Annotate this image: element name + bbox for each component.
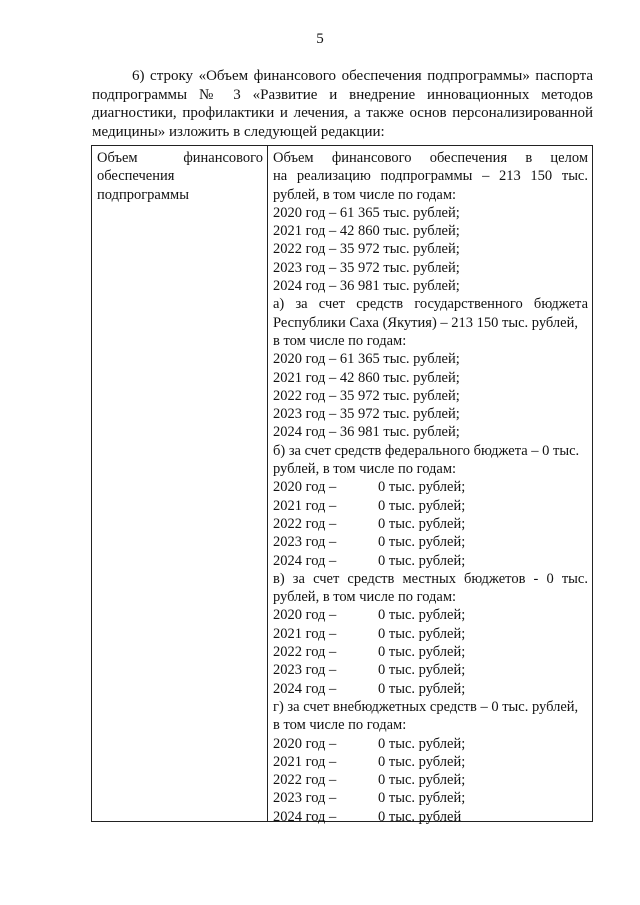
section-a-year-line: 2020 год – 61 365 тыс. рублей; — [273, 351, 460, 368]
header-line: обеспечения — [97, 168, 175, 185]
section-d-year-row — [273, 735, 588, 753]
total-line: Объем финансового обеспечения в целом — [273, 150, 588, 166]
section-c-year-row — [273, 606, 588, 624]
year-value: 0 тыс. рублей; — [378, 625, 466, 642]
year-label: 2022 год – — [273, 515, 337, 532]
year-value: 0 тыс. рублей; — [378, 497, 466, 514]
year-label: 2020 год – — [273, 479, 337, 496]
table-header-cell — [92, 146, 268, 821]
year-value: 0 тыс. рублей — [378, 808, 462, 825]
section-b-year-row — [273, 478, 588, 496]
section-b-year-row — [273, 497, 588, 515]
intro-line: подпрограммы № 3 «Развитие и внедрение инновационных методов — [92, 86, 593, 103]
intro-line: медицины» изложить в следующей редакции: — [92, 123, 385, 140]
year-value: 0 тыс. рублей; — [378, 790, 466, 807]
year-value: 0 тыс. рублей; — [378, 680, 466, 697]
total-year-line: 2023 год – 35 972 тыс. рублей; — [273, 259, 460, 276]
section-c-year-row — [273, 625, 588, 643]
year-label: 2023 год – — [273, 790, 337, 807]
section-b-year-row — [273, 552, 588, 570]
section-c-year-row — [273, 661, 588, 679]
section-a-year-line: 2023 год – 35 972 тыс. рублей; — [273, 406, 460, 423]
funding-table — [91, 145, 593, 825]
total-year-line: 2020 год – 61 365 тыс. рублей; — [273, 204, 460, 221]
year-label: 2023 год – — [273, 662, 337, 679]
year-label: 2021 год – — [273, 625, 337, 642]
year-label: 2022 год – — [273, 772, 337, 789]
year-value: 0 тыс. рублей; — [378, 772, 466, 789]
intro-paragraph — [92, 67, 593, 141]
total-year-line: 2024 год – 36 981 тыс. рублей; — [273, 278, 460, 295]
total-line: рублей, в том числе по годам: — [273, 186, 457, 203]
year-label: 2022 год – — [273, 644, 337, 661]
year-label: 2024 год – — [273, 552, 337, 569]
year-value: 0 тыс. рублей; — [378, 534, 466, 551]
year-value: 0 тыс. рублей; — [378, 552, 466, 569]
year-value: 0 тыс. рублей; — [378, 515, 466, 532]
total-year-line: 2021 год – 42 860 тыс. рублей; — [273, 223, 460, 240]
section-d-year-row — [273, 808, 588, 826]
section-a-year-line: 2024 год – 36 981 тыс. рублей; — [273, 424, 460, 441]
section-c-line: в) за счет средств местных бюджетов - 0 тыс. — [273, 570, 588, 587]
section-b-year-row — [273, 515, 588, 533]
year-value: 0 тыс. рублей; — [378, 644, 466, 661]
intro-line: 6) строку «Объем финансового обеспечения подпрограммы» паспорта — [132, 68, 593, 84]
section-d-year-row — [273, 753, 588, 771]
section-a-line: Республики Саха (Якутия) – 213 150 тыс. рублей, — [273, 314, 578, 331]
year-label: 2021 год – — [273, 497, 337, 514]
year-value: 0 тыс. рублей; — [378, 607, 466, 624]
year-label: 2024 год – — [273, 680, 337, 697]
section-d-year-row — [273, 771, 588, 789]
year-value: 0 тыс. рублей; — [378, 753, 466, 770]
year-label: 2023 год – — [273, 534, 337, 551]
year-value: 0 тыс. рублей; — [378, 735, 466, 752]
section-c-line: рублей, в том числе по годам: — [273, 589, 457, 606]
section-d-line: в том числе по годам: — [273, 717, 407, 734]
section-d-line: г) за счет внебюджетных средств – 0 тыс. рублей, — [273, 698, 579, 715]
section-a-line: а) за счет средств государственного бюджета — [273, 296, 588, 313]
section-c-year-row — [273, 643, 588, 661]
year-value: 0 тыс. рублей; — [378, 662, 466, 679]
section-a-year-line: 2021 год – 42 860 тыс. рублей; — [273, 369, 460, 386]
section-b-line: рублей, в том числе по годам: — [273, 461, 457, 478]
section-d-year-row — [273, 789, 588, 807]
total-line: на реализацию подпрограммы – 213 150 тыс. — [273, 168, 588, 185]
section-a-year-line: 2022 год – 35 972 тыс. рублей; — [273, 387, 460, 404]
year-value: 0 тыс. рублей; — [378, 479, 466, 496]
section-b-year-row — [273, 533, 588, 551]
year-label: 2021 год – — [273, 753, 337, 770]
year-label: 2024 год – — [273, 808, 337, 825]
page-number: 5 — [316, 31, 324, 47]
intro-line: диагностики, профилактики и лечения, а также основ персонализированной — [92, 105, 593, 121]
year-label: 2020 год – — [273, 607, 337, 624]
section-a-line: в том числе по годам: — [273, 332, 407, 349]
table-content-cell — [268, 146, 592, 825]
section-c-year-row — [273, 680, 588, 698]
total-year-line: 2022 год – 35 972 тыс. рублей; — [273, 241, 460, 258]
section-b-line: б) за счет средств федерального бюджета – 0 тыс. — [273, 442, 580, 459]
year-label: 2020 год – — [273, 735, 337, 752]
header-line: Объем финансового — [97, 150, 263, 166]
header-line: подпрограммы — [97, 186, 189, 203]
